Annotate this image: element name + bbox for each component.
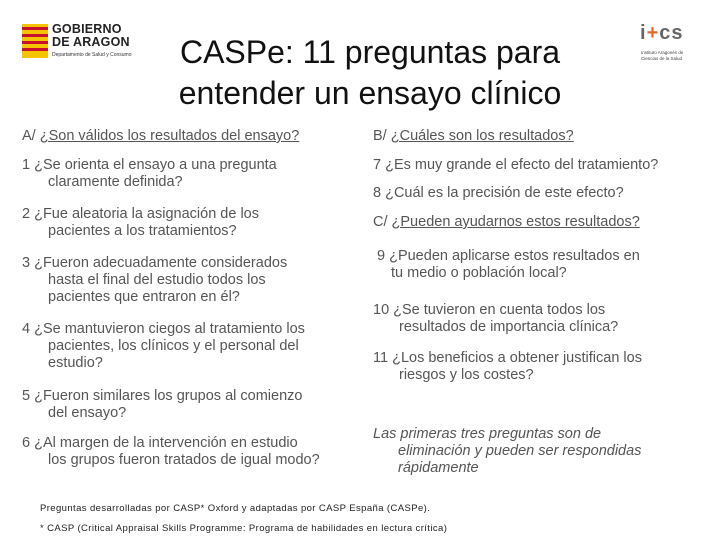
footer-credit: Preguntas desarrolladas por CASP* Oxford y adaptadas por CASP España (CASPe). [40, 503, 431, 514]
question-6: 6 ¿Al margen de la intervención en estudio los grupos fueron tratados de igual modo? [22, 435, 320, 468]
question-5: 5 ¿Fueron similares los grupos al comienzo del ensayo? [22, 388, 303, 421]
logo-text-line2: DE ARAGON [52, 35, 130, 49]
question-11: 11 ¿Los beneficios a obtener justifican los riesgos y los costes? [373, 350, 642, 383]
ics-logo [640, 22, 700, 74]
section-c-heading: C/ ¿Pueden ayudarnos estos resultados? [373, 214, 640, 230]
title-line-1: CASPe: 11 preguntas para [179, 34, 561, 70]
ics-mark: i+cs [640, 22, 684, 44]
question-2: 2 ¿Fue aleatoria la asignación de los pacientes a los tratamientos? [22, 206, 259, 239]
logo-subtext: Departamento de Salud y Consumo [52, 52, 132, 58]
aragon-flag-icon [22, 24, 48, 58]
section-b-heading: B/ ¿Cuáles son los resultados? [373, 128, 574, 144]
question-3: 3 ¿Fueron adecuadamente considerados hasta el final del estudio todos los pacientes que entraron en él? [22, 255, 288, 305]
ics-subtext: Instituto Aragonés de Ciencias de la Salud [641, 50, 684, 61]
question-9: 9 ¿Pueden aplicarse estos resultados en tu medio o población local? [377, 248, 640, 281]
footer-casp-definition: * CASP (Critical Appraisal Skills Programme: Programa de habilidades en lectura crítica) [40, 523, 448, 534]
question-1: 1 ¿Se orienta el ensayo a una pregunta claramente definida? [22, 157, 277, 190]
slide-title [120, 32, 620, 114]
question-8: 8 ¿Cuál es la precisión de este efecto? [373, 185, 624, 201]
screening-note: Las primeras tres preguntas son de eliminación y pueden ser respondidas rápidamente [373, 426, 642, 476]
question-4: 4 ¿Se mantuvieron ciegos al tratamiento los pacientes, los clínicos y el personal del estudio? [22, 321, 305, 371]
logo-text-line1: GOBIERNO [52, 22, 122, 36]
title-line-2: entender un ensayo clínico [178, 75, 562, 111]
question-10: 10 ¿Se tuvieron en cuenta todos los resultados de importancia clínica? [373, 302, 619, 335]
section-a-heading: A/ ¿Son válidos los resultados del ensayo? [22, 128, 300, 144]
question-7: 7 ¿Es muy grande el efecto del tratamiento? [373, 157, 659, 173]
